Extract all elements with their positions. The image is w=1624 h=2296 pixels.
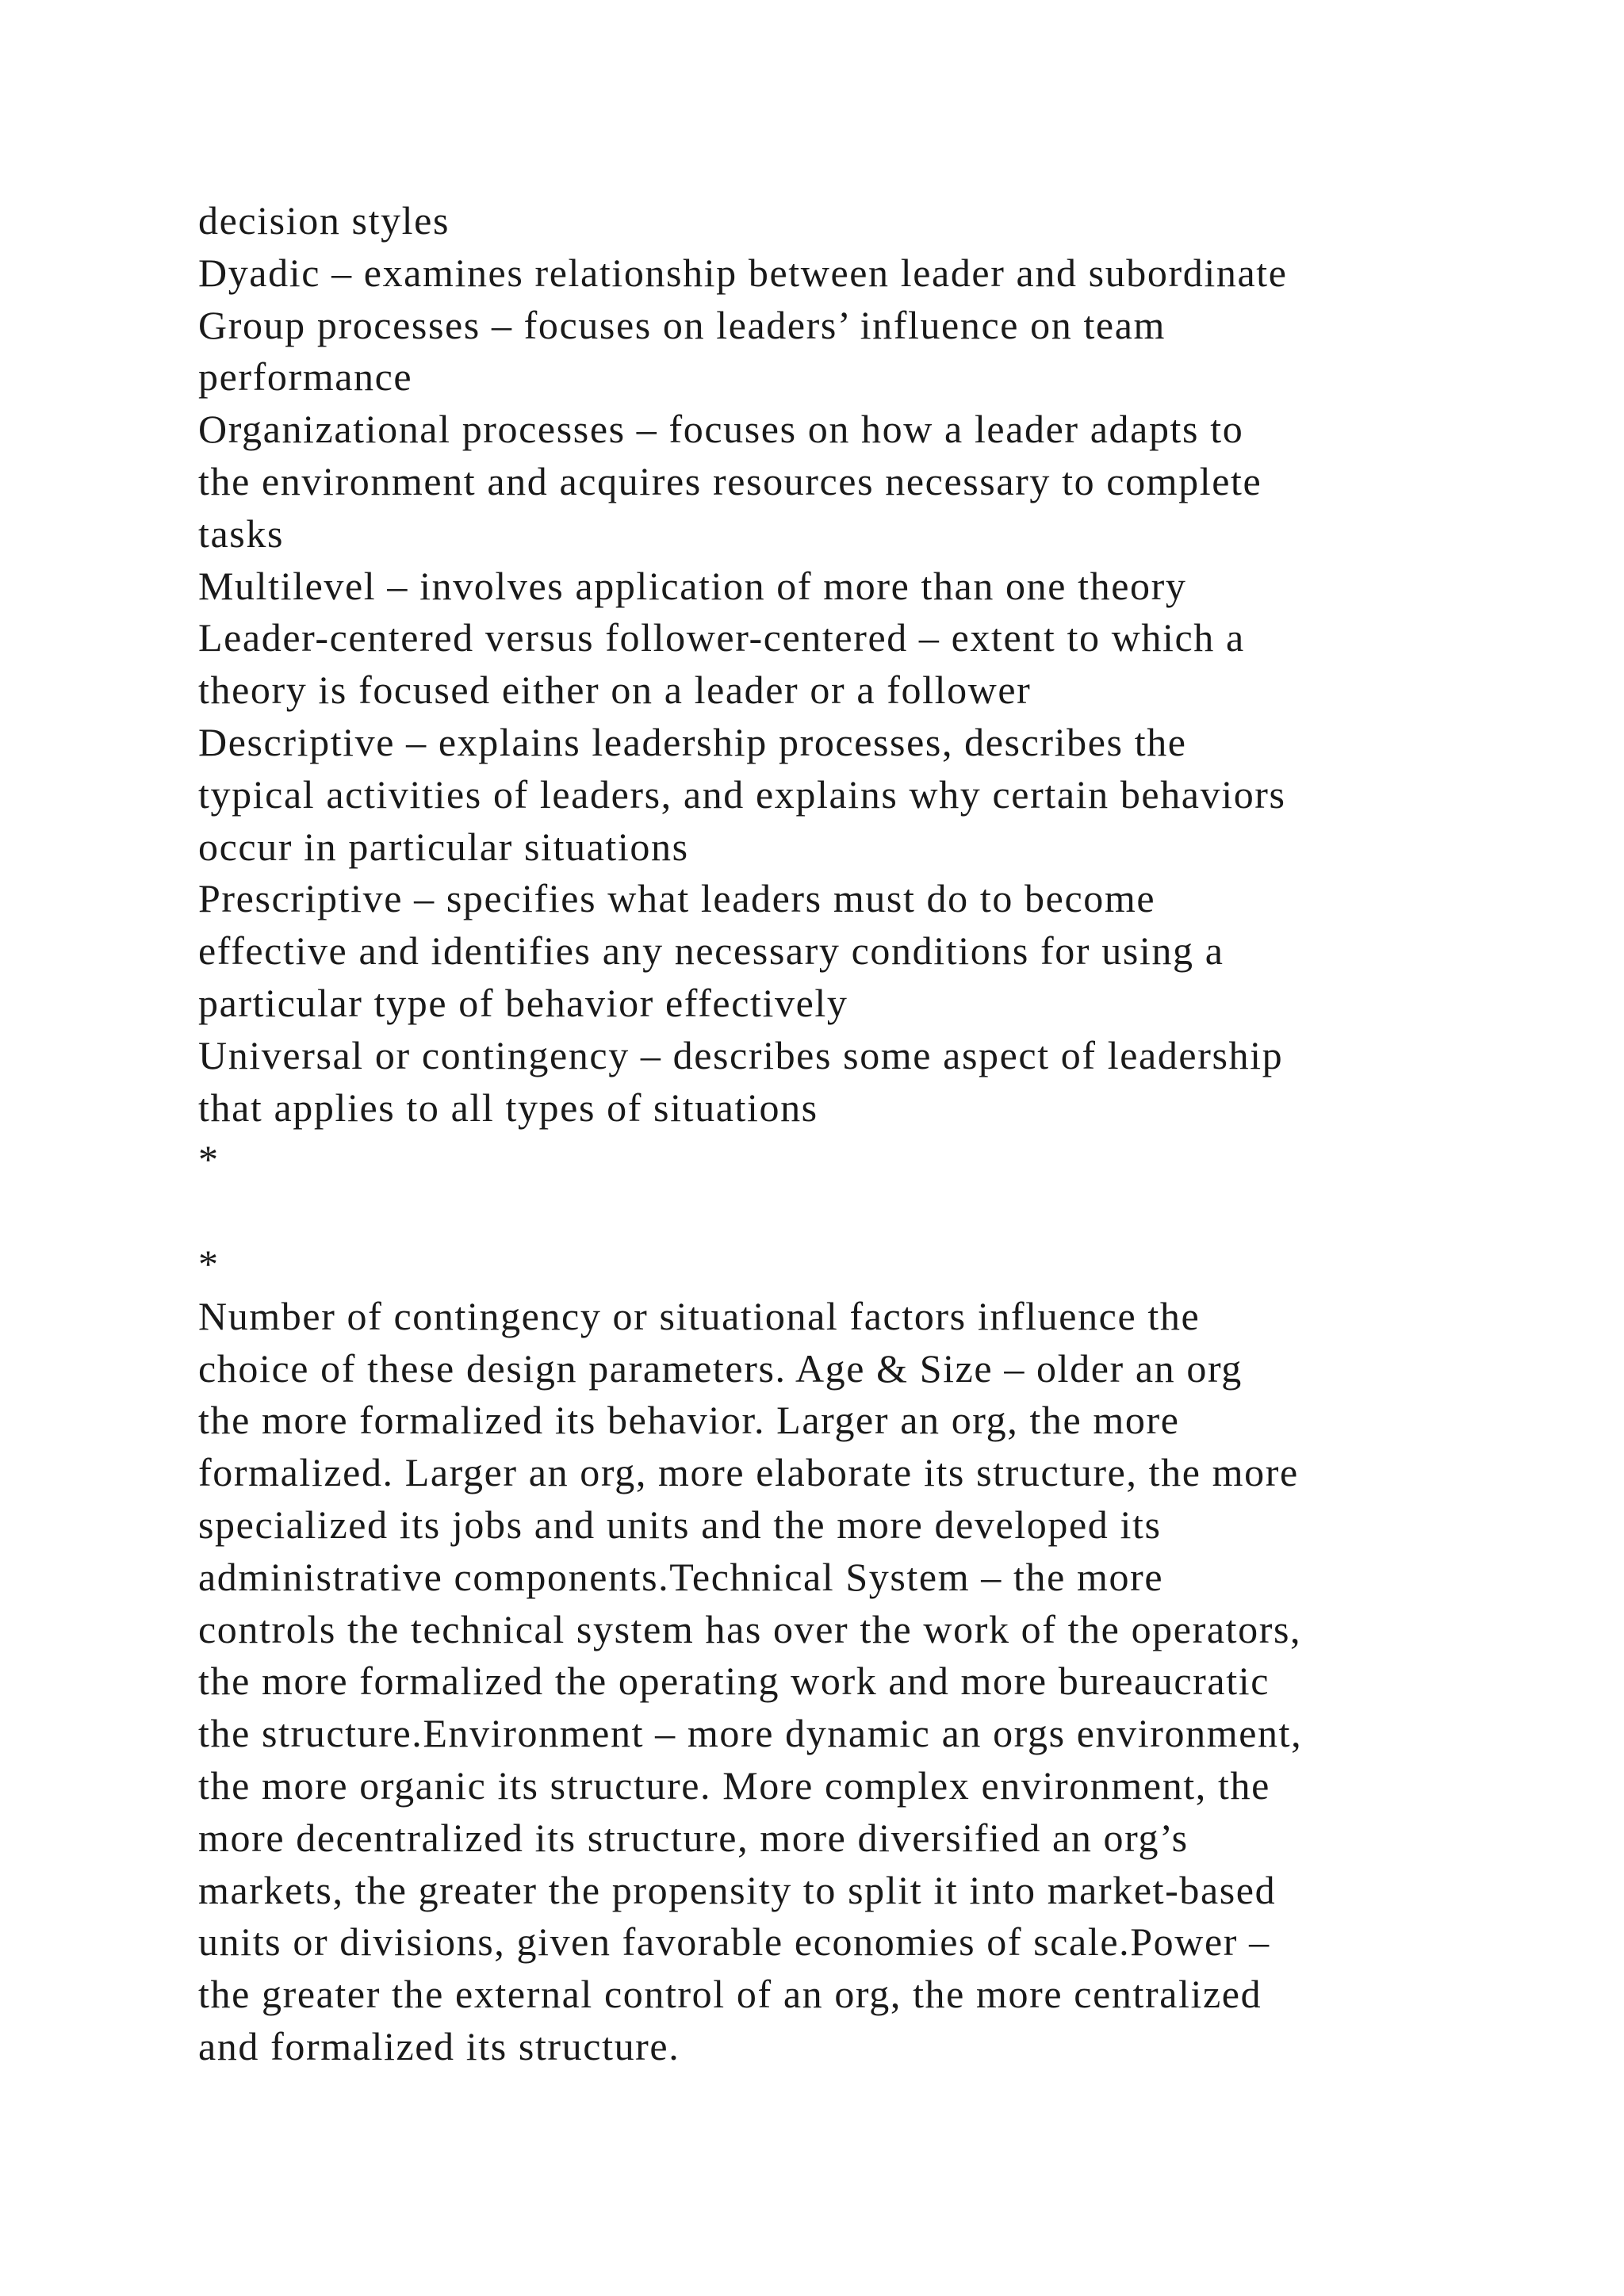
text-line: Group processes – focuses on leaders’ influence on team: [198, 302, 1166, 347]
text-line: specialized its jobs and units and the more developed its: [198, 1502, 1162, 1547]
separator-asterisk: *: [198, 1137, 220, 1182]
text-line: that applies to all types of situations: [198, 1085, 818, 1130]
text-line: tasks: [198, 511, 284, 556]
text-line: controls the technical system has over the work of the operators,: [198, 1606, 1302, 1651]
text-line: effective and identifies any necessary conditions for using a: [198, 928, 1224, 974]
document-page: [198, 195, 1467, 2073]
text-line: administrative components.Technical System – the more: [198, 1554, 1164, 1599]
text-line: the environment and acquires resources necessary to complete: [198, 458, 1262, 503]
text-line: typical activities of leaders, and explains why certain behaviors: [198, 771, 1286, 817]
text-line: occur in particular situations: [198, 824, 689, 869]
text-line: and formalized its structure.: [198, 2023, 680, 2068]
text-line: particular type of behavior effectively: [198, 980, 848, 1025]
text-line: units or divisions, given favorable economies of scale.Power –: [198, 1919, 1270, 1965]
text-line: Multilevel – involves application of more than one theory: [198, 563, 1187, 608]
text-line: markets, the greater the propensity to split it into market-based: [198, 1867, 1277, 1912]
text-line: the more formalized its behavior. Larger an org, the more: [198, 1398, 1180, 1443]
text-line: theory is focused either on a leader or a follower: [198, 668, 1032, 713]
text-line: choice of these design parameters. Age & Size – older an org: [198, 1345, 1243, 1391]
text-line: formalized. Larger an org, more elaborate its structure, the more: [198, 1450, 1299, 1495]
text-line: Number of contingency or situational factors influence the: [198, 1293, 1201, 1338]
text-line: Organizational processes – focuses on how a leader adapts to: [198, 407, 1244, 452]
text-line: more decentralized its structure, more diversified an org’s: [198, 1815, 1189, 1860]
text-line: Descriptive – explains leadership processes, describes the: [198, 719, 1187, 764]
text-line: the more formalized the operating work and more bureaucratic: [198, 1659, 1270, 1704]
blank-line: [198, 1186, 1467, 1238]
text-line: Leader-centered versus follower-centered – extent to which a: [198, 615, 1245, 660]
text-line: the greater the external control of an org, the more centralized: [198, 1972, 1262, 2017]
text-line: Prescriptive – specifies what leaders must do to become: [198, 876, 1156, 921]
text-line: Universal or contingency – describes some aspect of leadership: [198, 1032, 1284, 1077]
text-line: decision styles: [198, 198, 450, 243]
text-line: performance: [198, 354, 413, 400]
text-line: Dyadic – examines relationship between leader and subordinate: [198, 250, 1288, 295]
separator-asterisk: *: [198, 1241, 220, 1286]
text-line: the more organic its structure. More complex environment, the: [198, 1762, 1270, 1808]
text-line: the structure.Environment – more dynamic an orgs environment,: [198, 1711, 1303, 1756]
